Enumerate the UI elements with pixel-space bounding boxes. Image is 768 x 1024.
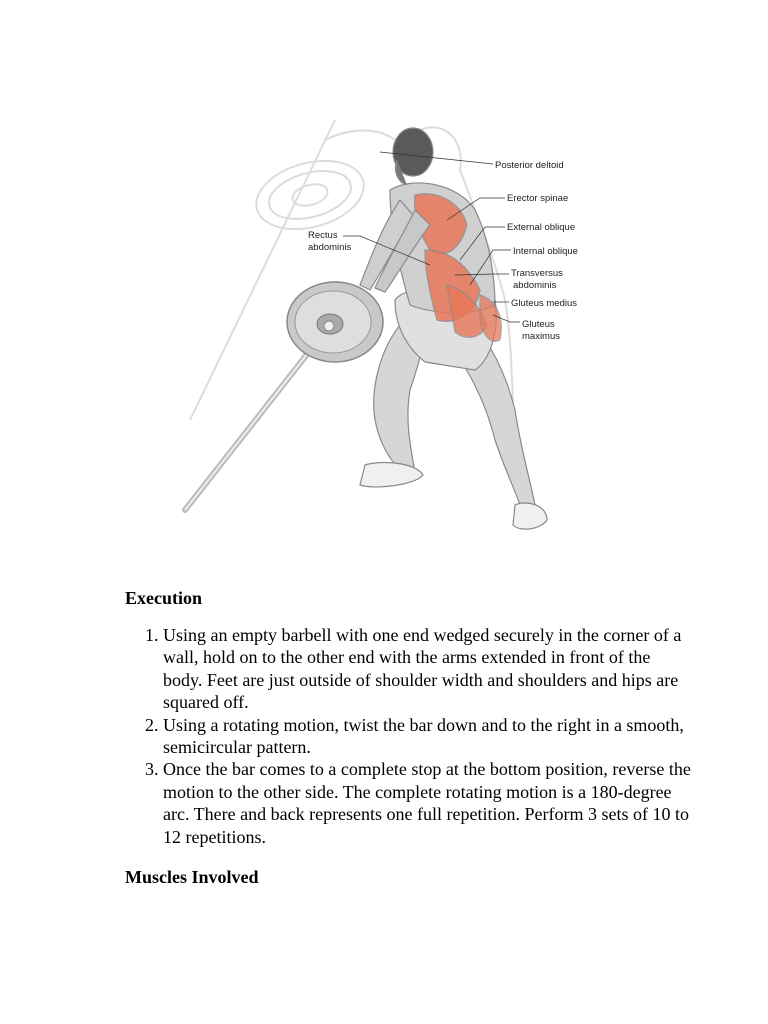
execution-steps [125,624,693,848]
label-gluteus-maximus: maximus [522,331,561,342]
label-rectus-abdominis: abdominis [308,242,352,253]
label-transversus: Transversus [511,268,563,279]
label-erector-spinae: Erector spinae [507,193,569,204]
step-item: 2. Using a rotating motion, twist the bar down and to the right in a smooth, semicircular pattern. [163,714,693,759]
label-posterior-deltoid: Posterior deltoid [495,160,564,171]
barbell [185,282,383,510]
label-internal-oblique: Internal oblique [513,246,578,257]
step-item: 1. Using an empty barbell with one end wedged securely in the corner of a wall, hold on to the other end with the arms extended in front of the body. Feet are just outside of shoulder width and shoulders and hips are squared off. [163,624,693,714]
execution-heading: Execution [125,588,203,608]
label-gluteus-medius: Gluteus medius [511,298,578,309]
step-item: 3. Once the bar comes to a complete stop at the bottom position, reverse the motion to the other side. The complete rotating motion is a 180-degree arc. There and back represents one full repetition. Perform 3 sets of 10 to 12 repetitions. [163,758,693,848]
label-external-oblique: External oblique [507,222,576,233]
muscles-involved-heading: Muscles Involved [125,867,259,887]
exercise-illustration [175,100,595,540]
label-rectus: Rectus [308,230,338,241]
label-gluteus: Gluteus [522,319,555,330]
label-transversus-abdominis: abdominis [513,280,557,291]
athlete-figure [360,128,547,529]
anatomy-figure [175,100,595,540]
